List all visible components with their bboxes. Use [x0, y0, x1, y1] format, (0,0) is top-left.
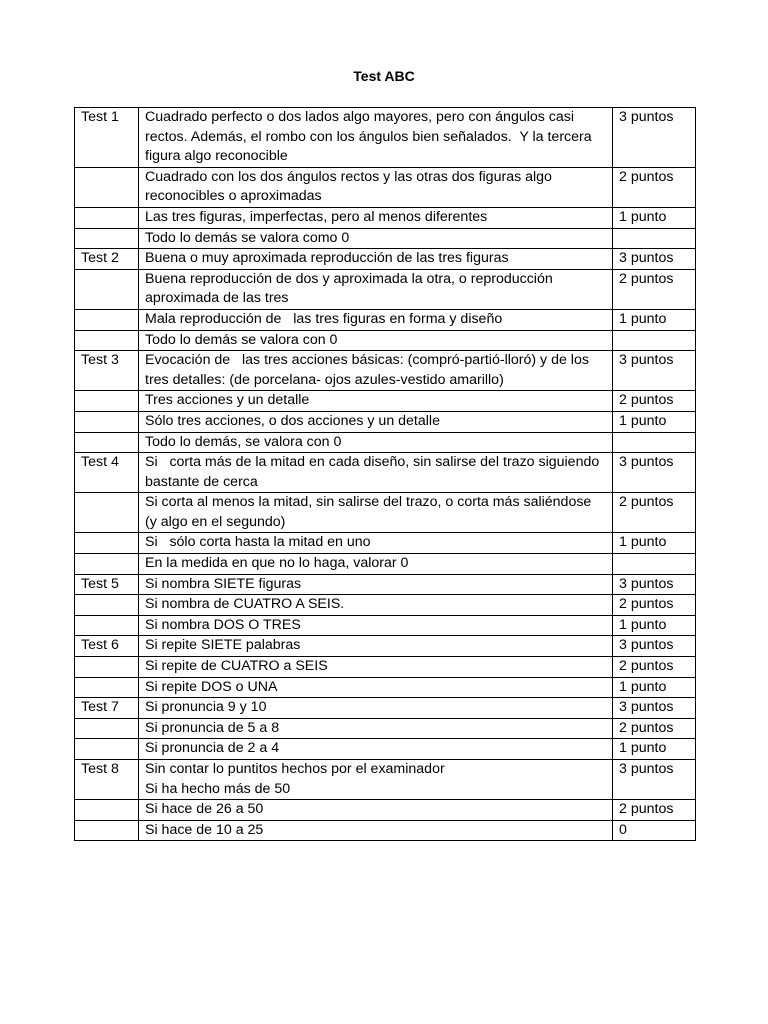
score-cell: [613, 330, 696, 351]
test-label-cell: [75, 657, 139, 678]
test-label-cell: [75, 228, 139, 249]
document-title: Test ABC: [353, 68, 415, 84]
criterion-cell: Todo lo demás, se valora con 0: [139, 432, 613, 453]
score-cell: 3 puntos: [613, 698, 696, 719]
criterion-cell: Cuadrado con los dos ángulos rectos y las otras dos figuras algo reconocibles o aproximadas: [139, 167, 613, 207]
table-row: [75, 533, 696, 554]
score-cell: 2 puntos: [613, 167, 696, 207]
score-cell: 3 puntos: [613, 108, 696, 168]
table-row: [75, 636, 696, 657]
table-row: [75, 391, 696, 412]
score-cell: 3 puntos: [613, 351, 696, 391]
test-label-cell: [75, 330, 139, 351]
criterion-cell: Cuadrado perfecto o dos lados algo mayores, pero con ángulos casi rectos. Además, el rombo con los ángulos bien señalados. Y la tercera figura algo reconocible: [139, 108, 613, 168]
criterion-cell: Si repite de CUATRO a SEIS: [139, 657, 613, 678]
criterion-cell: Si repite SIETE palabras: [139, 636, 613, 657]
table-row: [75, 820, 696, 841]
score-cell: 1 punto: [613, 677, 696, 698]
test-label-cell: Test 3: [75, 351, 139, 391]
test-label-cell: [75, 800, 139, 821]
criterion-cell: Si pronuncia de 2 a 4: [139, 739, 613, 760]
table-row: [75, 207, 696, 228]
table-row: [75, 432, 696, 453]
table-row: [75, 574, 696, 595]
table-row: [75, 595, 696, 616]
test-label-cell: Test 7: [75, 698, 139, 719]
criterion-cell: Tres acciones y un detalle: [139, 391, 613, 412]
test-label-cell: [75, 391, 139, 412]
score-cell: [613, 432, 696, 453]
score-cell: 2 puntos: [613, 800, 696, 821]
test-label-cell: Test 5: [75, 574, 139, 595]
table-row: [75, 760, 696, 800]
test-label-cell: [75, 269, 139, 309]
table-row: [75, 677, 696, 698]
criterion-cell: Si hace de 10 a 25: [139, 820, 613, 841]
criterion-cell: Evocación de las tres acciones básicas: (compró-partió-lloró) y de los tres detalles: (de porcelana- ojos azules-vestido amarillo): [139, 351, 613, 391]
table-row: [75, 249, 696, 270]
criterion-cell: Sólo tres acciones, o dos acciones y un detalle: [139, 411, 613, 432]
score-cell: 3 puntos: [613, 453, 696, 493]
test-label-cell: [75, 309, 139, 330]
score-cell: [613, 228, 696, 249]
table-row: [75, 269, 696, 309]
criterion-cell: Si nombra de CUATRO A SEIS.: [139, 595, 613, 616]
criterion-cell: Si nombra SIETE figuras: [139, 574, 613, 595]
test-label-cell: [75, 493, 139, 533]
table-row: [75, 351, 696, 391]
score-cell: 2 puntos: [613, 718, 696, 739]
test-label-cell: [75, 739, 139, 760]
score-cell: 1 punto: [613, 207, 696, 228]
criterion-cell: Si repite DOS o UNA: [139, 677, 613, 698]
table-row: [75, 554, 696, 575]
table-row: [75, 411, 696, 432]
test-label-cell: Test 2: [75, 249, 139, 270]
table-row: [75, 493, 696, 533]
criterion-cell: Buena o muy aproximada reproducción de las tres figuras: [139, 249, 613, 270]
criterion-cell: Mala reproducción de las tres figuras en forma y diseño: [139, 309, 613, 330]
scoring-table-body: [75, 108, 696, 841]
score-cell: 3 puntos: [613, 574, 696, 595]
score-cell: 1 punto: [613, 739, 696, 760]
score-cell: 2 puntos: [613, 657, 696, 678]
test-label-cell: [75, 167, 139, 207]
test-label-cell: [75, 677, 139, 698]
table-row: [75, 615, 696, 636]
table-row: [75, 228, 696, 249]
criterion-cell: Si sólo corta hasta la mitad en uno: [139, 533, 613, 554]
score-cell: 2 puntos: [613, 595, 696, 616]
test-label-cell: [75, 411, 139, 432]
test-label-cell: [75, 207, 139, 228]
test-label-cell: [75, 718, 139, 739]
score-cell: 2 puntos: [613, 391, 696, 412]
table-row: [75, 309, 696, 330]
criterion-cell: En la medida en que no lo haga, valorar 0: [139, 554, 613, 575]
test-label-cell: [75, 615, 139, 636]
criterion-cell: Si nombra DOS O TRES: [139, 615, 613, 636]
score-cell: [613, 554, 696, 575]
test-label-cell: Test 6: [75, 636, 139, 657]
criterion-cell: Si corta más de la mitad en cada diseño, sin salirse del trazo siguiendo bastante de cerca: [139, 453, 613, 493]
table-row: [75, 739, 696, 760]
table-row: [75, 167, 696, 207]
table-row: [75, 718, 696, 739]
test-label-cell: [75, 595, 139, 616]
table-row: [75, 657, 696, 678]
test-label-cell: [75, 820, 139, 841]
test-label-cell: [75, 554, 139, 575]
criterion-cell: Si pronuncia 9 y 10: [139, 698, 613, 719]
criterion-cell: Sin contar lo puntitos hechos por el examinador Si ha hecho más de 50: [139, 760, 613, 800]
table-row: [75, 698, 696, 719]
table-row: [75, 330, 696, 351]
score-cell: 2 puntos: [613, 493, 696, 533]
criterion-cell: Las tres figuras, imperfectas, pero al menos diferentes: [139, 207, 613, 228]
score-cell: 3 puntos: [613, 249, 696, 270]
test-label-cell: [75, 432, 139, 453]
table-row: [75, 108, 696, 168]
score-cell: 1 punto: [613, 533, 696, 554]
criterion-cell: Si pronuncia de 5 a 8: [139, 718, 613, 739]
score-cell: 1 punto: [613, 615, 696, 636]
criterion-cell: Si corta al menos la mitad, sin salirse del trazo, o corta más saliéndose (y algo en el segundo): [139, 493, 613, 533]
score-cell: 1 punto: [613, 309, 696, 330]
test-label-cell: Test 8: [75, 760, 139, 800]
criterion-cell: Todo lo demás se valora como 0: [139, 228, 613, 249]
test-label-cell: Test 4: [75, 453, 139, 493]
score-cell: 2 puntos: [613, 269, 696, 309]
criterion-cell: Si hace de 26 a 50: [139, 800, 613, 821]
criterion-cell: Todo lo demás se valora con 0: [139, 330, 613, 351]
test-label-cell: [75, 533, 139, 554]
score-cell: 3 puntos: [613, 760, 696, 800]
table-row: [75, 800, 696, 821]
table-row: [75, 453, 696, 493]
score-cell: 3 puntos: [613, 636, 696, 657]
scoring-table: [74, 107, 696, 841]
score-cell: 0: [613, 820, 696, 841]
test-label-cell: Test 1: [75, 108, 139, 168]
criterion-cell: Buena reproducción de dos y aproximada la otra, o reproducción aproximada de las tres: [139, 269, 613, 309]
score-cell: 1 punto: [613, 411, 696, 432]
